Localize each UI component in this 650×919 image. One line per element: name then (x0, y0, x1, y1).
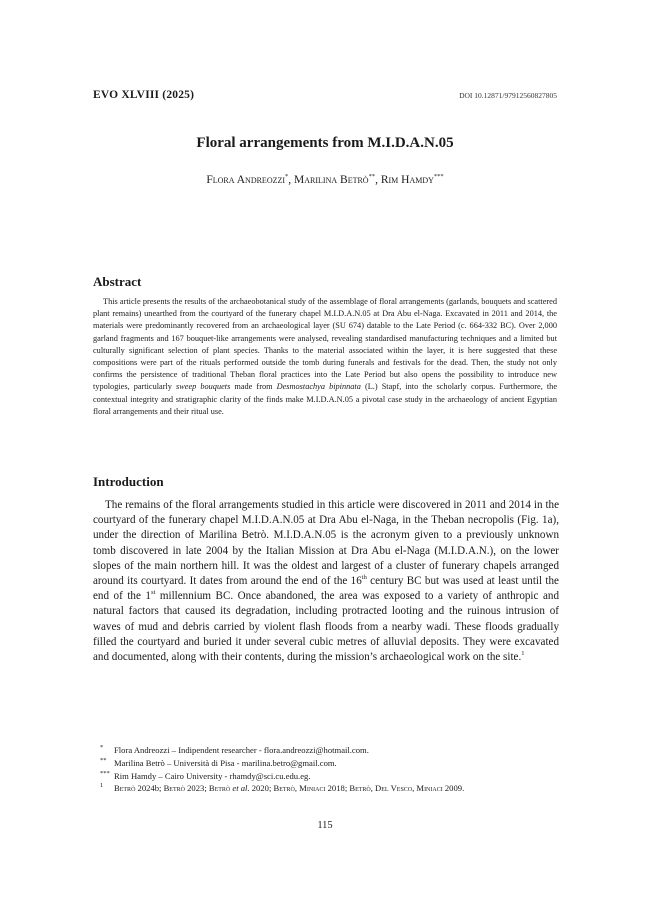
citation-year: 2018; (325, 783, 350, 794)
author-name: Marilina Betrò (294, 174, 369, 186)
introduction-heading: Introduction (93, 474, 164, 489)
footnote-text: Marilina Betrò – Università di Pisa - marilina.betro@gmail.com. (114, 757, 337, 768)
citation-author: Betrò, Del Vesco, Miniaci (349, 783, 443, 794)
abstract-heading: Abstract (93, 274, 142, 289)
citation-author: Betrò (163, 783, 185, 794)
abstract-span: This article presents the results of the archaeobotanical study of the assemblage of floral arrangements (garlands, bouquets and scattered plant remains) unearthed from the courtyard of the funerary chapel M.I.D.A.N.05 at Dra Abu el-Naga. Excavated in 2011 and 2014, the materials were predominantly recovered from an archaeological layer (SU 674) datable to the Late Period (c. 664-332 BC). Over 2,000 garland fragments and 167 bouquet-like arrangements were analysed, revealing standardised manufacturing techniques and a limited but culturally significant selection of plant species. Thanks to the material associated within the layer, it is here suggested that these compositions were part of the rituals performed outside the tomb during funerals and festivals for the dead. Then, the study not only confirms the persistence of traditional Theban floral practices into the Late Period but also opens the possibility to introduce new typologies, particularly (93, 297, 557, 392)
abstract-italic: Desmostachya bipinnata (276, 382, 361, 392)
introduction-text (93, 498, 559, 665)
intro-span: century BC but was used at least until the end of the 1 (93, 575, 559, 603)
author-line: Flora Andreozzi*, Marilina Betrò**, Rim Hamdy*** (206, 173, 444, 186)
author-mark: ** (368, 173, 376, 180)
citation-year: 2024b; (135, 783, 164, 794)
citation-author: Betrò, Miniaci (273, 783, 326, 794)
footnote (100, 744, 570, 757)
citation-etal: et al. (230, 783, 250, 794)
article-title: Floral arrangements from M.I.D.A.N.05 (196, 135, 454, 151)
abstract-text (93, 296, 557, 418)
page-number: 115 (317, 820, 333, 831)
citation-year: 2023; (184, 783, 209, 794)
abstract-italic: sweep bouquets (176, 382, 231, 392)
footnote (100, 757, 570, 770)
footnote-text: Flora Andreozzi – Indipendent researcher - flora.andreozzi@hotmail.com. (114, 745, 369, 755)
footnote (100, 770, 570, 783)
author-mark: * (285, 173, 289, 180)
citation-year: 2020; (249, 783, 274, 794)
footnote-text: Rim Hamdy – Cairo University - rhamdy@sci.cu.edu.eg. (114, 770, 311, 781)
footnote-text (114, 782, 570, 795)
author-name: Rim Hamdy (380, 174, 434, 186)
footnote-reference[interactable]: 1 (521, 650, 525, 658)
intro-span: millennium BC. Once abandoned, the area was exposed to a variety of anthropic and natural factors that caused its degradation, including protracted looting and the ruinous intrusion of waves of mud and debris carried by violent flash floods from a nearby wadi. These floods gradually filled the courtyard and buried it under several cubic metres of alluvial deposits. They were excavated and documented, along with their contents, during the mission’s archaeological work on the site. (93, 590, 559, 664)
citation-author: Betrò (208, 783, 231, 794)
ordinal-suffix: st (150, 589, 156, 597)
footnote-mark: *** (100, 769, 110, 777)
journal-header: EVO XLVIII (2025) (93, 89, 195, 101)
abstract-span: made from (230, 382, 277, 392)
citation-year: 2009. (442, 783, 465, 794)
abstract-span: (L.) Stapf, into the scholarly corpus. Furthermore, the contextual integrity and stratigraphic clarity of the finds make M.I.D.A.N.05 a pivotal case study in the archaeology of ancient Egyptian floral arrangements and their ritual use. (93, 382, 557, 416)
ordinal-suffix: th (361, 574, 367, 582)
footnote-mark: ** (100, 756, 107, 764)
author-mark: *** (433, 173, 444, 180)
author-name: Flora Andreozzi (206, 174, 286, 186)
footnote-mark: * (100, 744, 104, 751)
citation-author: Betrò (114, 783, 136, 794)
intro-span: The remains of the floral arrangements studied in this article were discovered in 2011 and 2014 in the courtyard of the funerary chapel M.I.D.A.N.05 at Dra Abu el-Naga, in the Theban necropolis (Fig. 1a), under the direction of Marilina Betrò. M.I.D.A.N.05 is the acronym given to a previously unknown tomb discovered in late 2004 by the Italian Mission at Dra Abu el-Naga (M.I.D.A.N.), on the lower slopes of the main northern hill. It was the oldest and largest of a cluster of funerary chapels arranged around its courtyard. It dates from around the end of the 16 (93, 499, 559, 588)
footnote-mark: 1 (100, 782, 104, 790)
doi-label[interactable]: DOI 10.12871/97912560827805 (459, 91, 557, 100)
footnotes (100, 744, 570, 795)
footnote (100, 782, 570, 795)
